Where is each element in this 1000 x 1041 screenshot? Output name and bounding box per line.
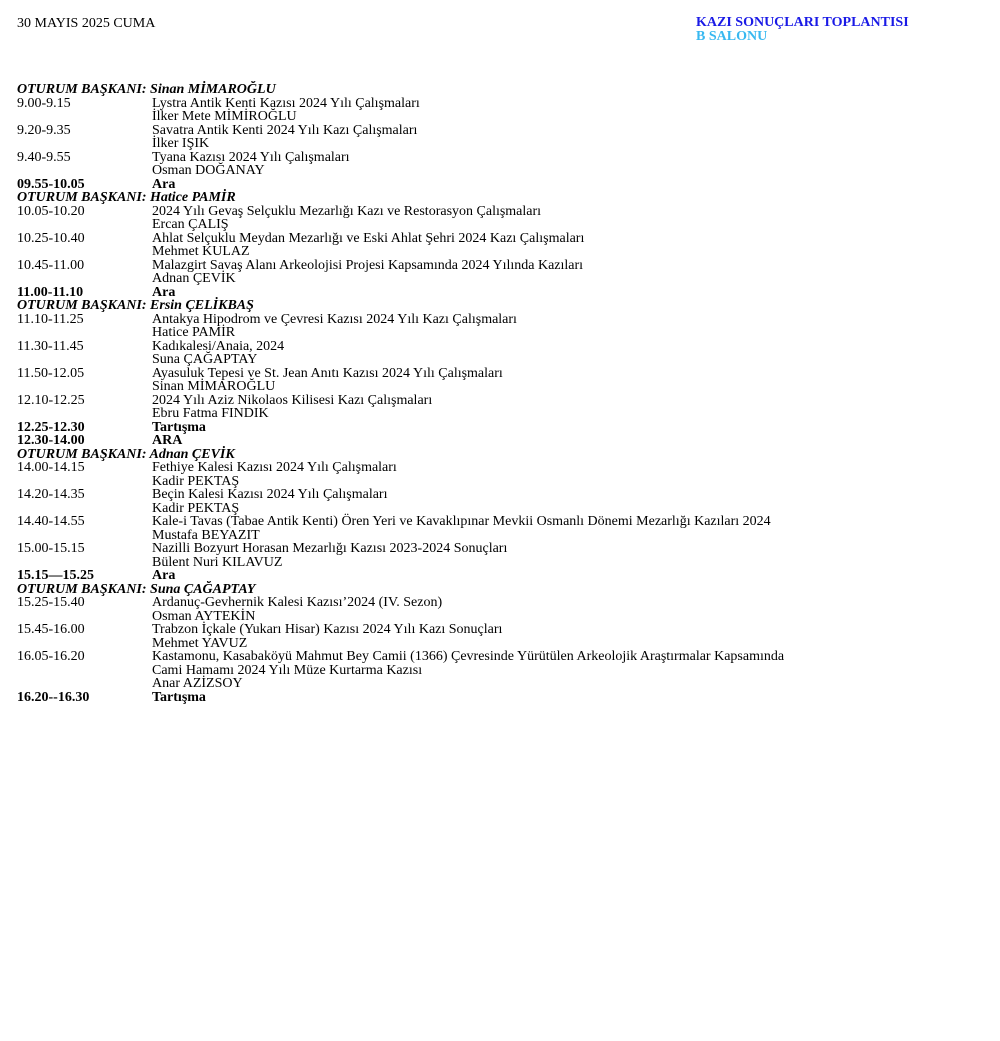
- session-chair: OTURUM BAŞKANI: Ersin ÇELİKBAŞ: [17, 298, 254, 313]
- talk-row: [17, 205, 977, 219]
- talk-speaker: Adnan ÇEVİK: [152, 271, 236, 286]
- hall-name: B SALONU: [696, 29, 768, 44]
- break-label: Ara: [152, 284, 176, 300]
- talk-title: Trabzon İçkale (Yukarı Hisar) Kazısı 2024 Yılı Kazı Sonuçları: [152, 622, 503, 637]
- time-spacer: [17, 380, 152, 394]
- talk-time: 9.00-9.15: [17, 95, 71, 111]
- speaker-row: [17, 353, 977, 367]
- talk-row: [17, 542, 977, 556]
- time-spacer: [17, 110, 152, 124]
- talk-title: Savatra Antik Kenti 2024 Yılı Kazı Çalışmaları: [152, 122, 418, 138]
- talk-title: Ardanuç-Gevhernik Kalesi Kazısı’2024 (IV. Sezon): [152, 595, 443, 610]
- time-spacer: [17, 502, 152, 516]
- talk-time: 09.55-10.05: [17, 176, 85, 192]
- time-spacer: [17, 164, 152, 178]
- talk-time: 15.00-15.15: [17, 541, 85, 556]
- session-chair: OTURUM BAŞKANI: Hatice PAMİR: [17, 190, 236, 205]
- talk-row: [17, 340, 977, 354]
- break-label: ARA: [152, 433, 183, 448]
- talk-title: Kadıkalesi/Anaia, 2024: [152, 338, 285, 354]
- break-row: [17, 178, 977, 192]
- time-spacer: [17, 407, 152, 421]
- break-label: Tartışma: [152, 419, 206, 435]
- session-block: [17, 83, 977, 191]
- talk-title: Nazilli Bozyurt Horasan Mezarlığı Kazısı 2023-2024 Sonuçları: [152, 541, 508, 556]
- schedule: [17, 83, 977, 704]
- talk-row: [17, 596, 977, 610]
- time-spacer: [17, 272, 152, 286]
- speaker-row: [17, 110, 977, 124]
- session-block: [17, 583, 977, 705]
- talk-time: 12.25-12.30: [17, 419, 85, 435]
- talk-row: [17, 394, 977, 408]
- talk-title: Fethiye Kalesi Kazısı 2024 Yılı Çalışmaları: [152, 460, 397, 475]
- talk-row: [17, 232, 977, 246]
- speaker-row: [17, 502, 977, 516]
- talk-time: 14.20-14.35: [17, 487, 85, 502]
- talk-time: 16.20--16.30: [17, 689, 90, 705]
- session-chair: OTURUM BAŞKANI: Sinan MİMAROĞLU: [17, 82, 276, 97]
- time-spacer: [17, 353, 152, 367]
- talk-speaker: Ercan ÇALIŞ: [152, 217, 229, 232]
- talk-row: [17, 367, 977, 381]
- talk-speaker: Hatice PAMİR: [152, 325, 236, 340]
- talk-speaker: Ebru Fatma FINDIK: [152, 406, 269, 421]
- talk-time: 10.45-11.00: [17, 257, 85, 273]
- talk-speaker: Kadir PEKTAŞ: [152, 473, 240, 489]
- talk-speaker: Mehmet YAVUZ: [152, 635, 248, 651]
- speaker-row: [17, 218, 977, 232]
- talk-title: 2024 Yılı Gevaş Selçuklu Mezarlığı Kazı ve Restorasyon Çalışmaları: [152, 203, 542, 219]
- talk-time: 15.15—15.25: [17, 568, 94, 583]
- talk-row: [17, 650, 977, 664]
- talk-title-continued-row: [17, 664, 977, 678]
- speaker-row: [17, 407, 977, 421]
- talk-title: 2024 Yılı Aziz Nikolaos Kilisesi Kazı Çalışmaları: [152, 392, 433, 408]
- talk-time: 14.00-14.15: [17, 460, 85, 475]
- break-row: [17, 434, 977, 448]
- time-spacer: [17, 529, 152, 543]
- talk-speaker: Bülent Nuri KILAVUZ: [152, 554, 283, 570]
- talk-row: [17, 488, 977, 502]
- time-spacer: [17, 664, 152, 678]
- speaker-row: [17, 475, 977, 489]
- talk-title: Antakya Hipodrom ve Çevresi Kazısı 2024 Yılı Kazı Çalışmaları: [152, 311, 517, 327]
- talk-time: 11.00-11.10: [17, 284, 84, 300]
- talk-time: 11.30-11.45: [17, 338, 84, 354]
- speaker-row: [17, 610, 977, 624]
- talk-time: 15.25-15.40: [17, 595, 85, 610]
- time-spacer: [17, 475, 152, 489]
- talk-time: 15.45-16.00: [17, 622, 85, 637]
- session-chair: OTURUM BAŞKANI: Suna ÇAĞAPTAY: [17, 581, 256, 597]
- talk-speaker: Anar AZİZSOY: [152, 676, 243, 691]
- talk-title: Kale-i Tavas (Tabae Antik Kenti) Ören Yeri ve Kavaklıpınar Mevkii Osmanlı Dönemi Mezarlığı Kazıları 2024: [152, 514, 771, 529]
- talk-speaker: İlker IŞIK: [152, 136, 210, 151]
- talk-row: [17, 623, 977, 637]
- talk-time: 12.30-14.00: [17, 433, 85, 448]
- talk-speaker: Suna ÇAĞAPTAY: [152, 352, 258, 367]
- talk-row: [17, 461, 977, 475]
- talk-speaker: Kadir PEKTAŞ: [152, 500, 240, 516]
- time-spacer: [17, 326, 152, 340]
- time-spacer: [17, 556, 152, 570]
- session-block: [17, 191, 977, 299]
- talk-title: Malazgirt Savaş Alanı Arkeolojisi Projesi Kapsamında 2024 Yılında Kazıları: [152, 257, 584, 273]
- break-row: [17, 691, 977, 705]
- break-label: Tartışma: [152, 689, 206, 705]
- talk-row: [17, 97, 977, 111]
- talk-time: 9.20-9.35: [17, 122, 71, 138]
- talk-time: 16.05-16.20: [17, 649, 85, 664]
- session-chair: OTURUM BAŞKANI: Adnan ÇEVİK: [17, 446, 235, 462]
- talk-speaker: Mustafa BEYAZIT: [152, 527, 260, 543]
- talk-time: 11.10-11.25: [17, 311, 84, 327]
- speaker-row: [17, 245, 977, 259]
- break-row: [17, 421, 977, 435]
- speaker-row: [17, 677, 977, 691]
- talk-title: Kastamonu, Kasabaköyü Mahmut Bey Camii (1366) Çevresinde Yürütülen Arkeolojik Araştırmalar Kapsamında: [152, 649, 785, 664]
- time-spacer: [17, 137, 152, 151]
- talk-speaker: Sinan MİMAROĞLU: [152, 379, 276, 394]
- break-label: Ara: [152, 176, 176, 192]
- talk-time: 10.05-10.20: [17, 203, 85, 219]
- speaker-row: [17, 637, 977, 651]
- meeting-title: KAZI SONUÇLARI TOPLANTISI: [696, 15, 909, 30]
- time-spacer: [17, 610, 152, 624]
- session-block: [17, 299, 977, 448]
- talk-title-continued: Cami Hamamı 2024 Yılı Müze Kurtarma Kazısı: [152, 662, 423, 678]
- speaker-row: [17, 380, 977, 394]
- talk-speaker: Osman DOĞANAY: [152, 163, 265, 178]
- speaker-row: [17, 326, 977, 340]
- talk-time: 10.25-10.40: [17, 230, 85, 246]
- talk-title: Beçin Kalesi Kazısı 2024 Yılı Çalışmaları: [152, 487, 388, 502]
- talk-row: [17, 151, 977, 165]
- talk-speaker: Osman AYTEKİN: [152, 608, 256, 624]
- speaker-row: [17, 137, 977, 151]
- speaker-row: [17, 272, 977, 286]
- talk-speaker: Mehmet KULAZ: [152, 244, 250, 259]
- talk-time: 9.40-9.55: [17, 149, 71, 165]
- talk-row: [17, 259, 977, 273]
- talk-row: [17, 313, 977, 327]
- break-row: [17, 286, 977, 300]
- talk-time: 12.10-12.25: [17, 392, 85, 408]
- talk-time: 14.40-14.55: [17, 514, 85, 529]
- time-spacer: [17, 677, 152, 691]
- talk-row: [17, 124, 977, 138]
- break-label: Ara: [152, 568, 176, 583]
- talk-time: 11.50-12.05: [17, 365, 85, 381]
- time-spacer: [17, 245, 152, 259]
- talk-row: [17, 515, 977, 529]
- talk-title: Tyana Kazısı 2024 Yılı Çalışmaları: [152, 149, 350, 165]
- speaker-row: [17, 164, 977, 178]
- speaker-row: [17, 529, 977, 543]
- talk-title: Lystra Antik Kenti Kazısı 2024 Yılı Çalışmaları: [152, 95, 420, 111]
- program-header: [696, 16, 909, 44]
- time-spacer: [17, 218, 152, 232]
- talk-title: Ahlat Selçuklu Meydan Mezarlığı ve Eski Ahlat Şehri 2024 Kazı Çalışmaları: [152, 230, 585, 246]
- time-spacer: [17, 637, 152, 651]
- talk-title: Ayasuluk Tepesi ve St. Jean Anıtı Kazısı 2024 Yılı Çalışmaları: [152, 365, 503, 381]
- program-date: 30 MAYIS 2025 CUMA: [17, 16, 156, 31]
- talk-speaker: İlker Mete MİMİROĞLU: [152, 109, 297, 124]
- break-row: [17, 569, 977, 583]
- speaker-row: [17, 556, 977, 570]
- session-block: [17, 448, 977, 583]
